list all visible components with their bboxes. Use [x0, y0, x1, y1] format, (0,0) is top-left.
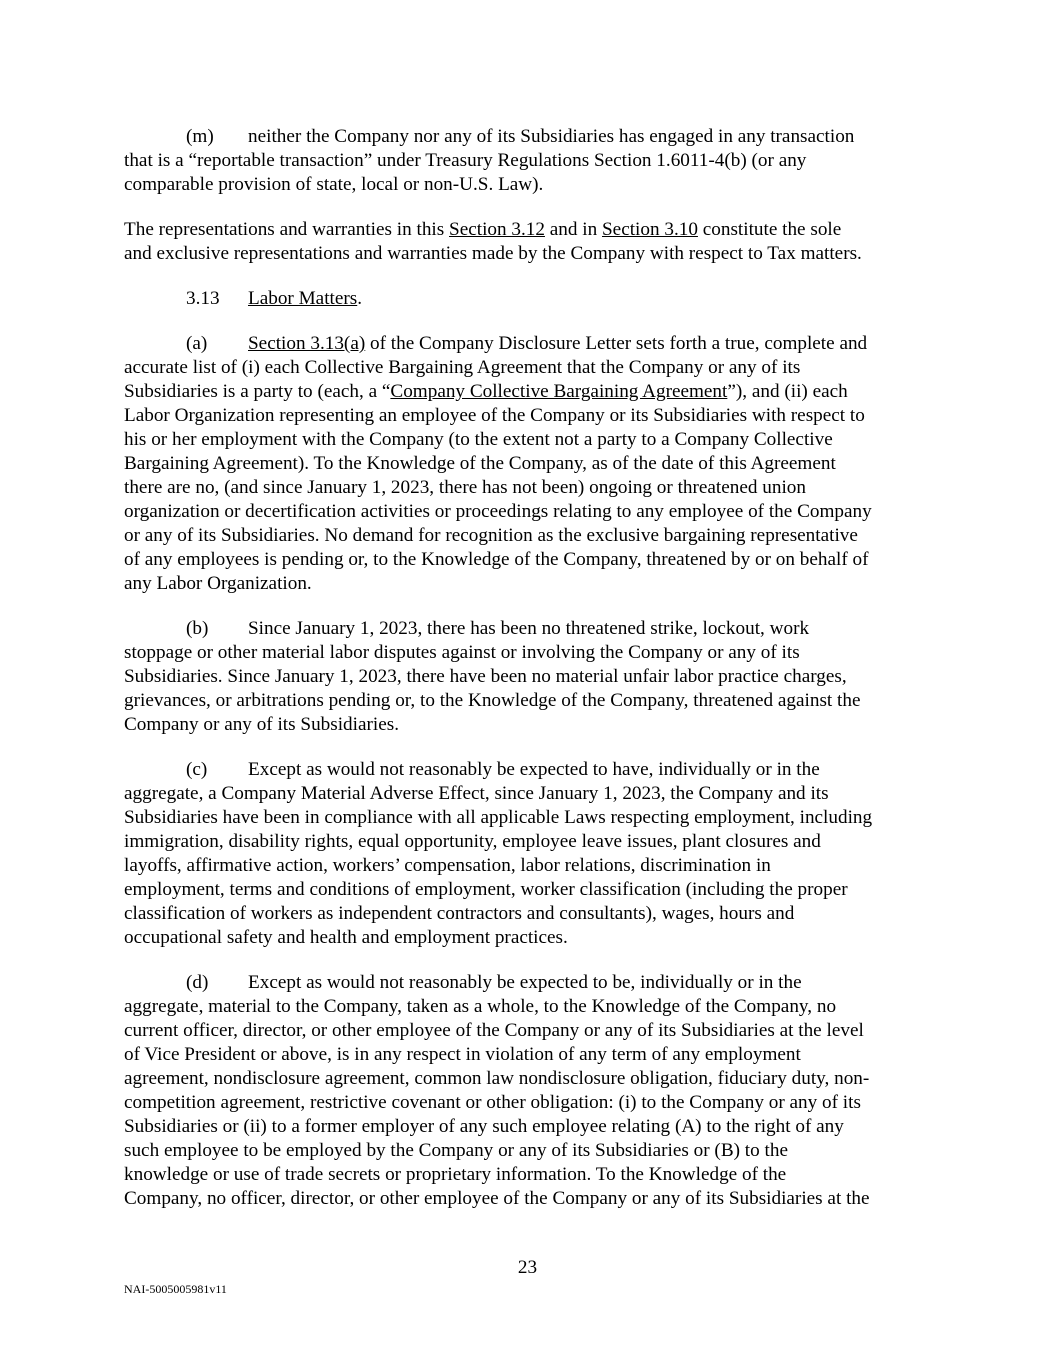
paragraph-a-text-1: of the Company Disclosure Letter sets forth a true, complete and accurate list of (i) each Collective Bargaining Agreement that the Company or any of its Subsidiaries is a party to (each, a “	[124, 333, 868, 402]
paragraph-d-text: Except as would not reasonably be expected to be, individually or in the aggregate, material to the Company, taken as a whole, to the Knowledge of the Company, no current officer, director, or other employee of the Company or any of its Subsidiaries at the level of Vice President or above, is in any respect in violation of any term of any employment agreement, nondisclosure agreement, common law nondisclosure obligation, fiduciary duty, non- competition agreement, restrictive covenant or other obligation: (i) to the Company or any of its Subsidiaries or (ii) to a former employer of any such employee relating (A) to the right of any such employee to be employed by the Company or any of its Subsidiaries or (B) to the knowledge or use of trade secrets or proprietary information. To the Knowledge of the Company, no officer, director, or other employee of the Company or any of its Subsidiaries at the	[124, 972, 870, 1209]
paragraph-m-label: (m)	[186, 126, 214, 147]
document-id: NAI-5005005981v11	[124, 1282, 227, 1296]
paragraph-c-text: Except as would not reasonably be expected to have, individually or in the aggregate, a Company Material Adverse Effect, since January 1, 2023, the Company and its Subsidiaries have been in compliance with all applicable Laws respecting employment, including immigration, disability rights, equal opportunity, employee leave issues, plant closures and layoffs, affirmative action, workers’ compensation, labor relations, discrimination in employment, terms and conditions of employment, worker classification (including the proper classification of workers as independent contractors and consultants), wages, hours and occupational safety and health and employment practices.	[124, 759, 873, 948]
paragraph-b	[124, 617, 936, 737]
paragraph-m-text: neither the Company nor any of its Subsidiaries has engaged in any transaction that is a “reportable transaction” under Treasury Regulations Section 1.6011-4(b) (or any comparable provision of state, local or non-U.S. Law).	[124, 126, 855, 195]
section-3-13a-reference: Section 3.13(a)	[248, 333, 366, 354]
reps-text-1: The representations and warranties in this	[124, 219, 450, 240]
paragraph-b-text: Since January 1, 2023, there has been no threatened strike, lockout, work stoppage or other material labor disputes against or involving the Company or any of its Subsidiaries. Since January 1, 2023, there have been no material unfair labor practice charges, grievances, or arbitrations pending or, to the Knowledge of the Company, threatened against the Company or any of its Subsidiaries.	[124, 618, 861, 735]
paragraph-a-label: (a)	[186, 333, 208, 354]
paragraph-m	[124, 125, 936, 197]
defined-term: Company Collective Bargaining Agreement	[390, 381, 728, 402]
paragraph-c-label: (c)	[186, 759, 208, 780]
paragraph-a	[124, 332, 936, 596]
page-number: 23	[517, 1257, 538, 1278]
paragraph-d-label: (d)	[186, 972, 209, 993]
paragraph-a-text-2: ”), and (ii) each Labor Organization representing an employee of the Company or its Subsidiaries with respect to his or her employment with the Company (to the extent not a party to a Company Collective Bargaining Agreement). To the Knowledge of the Company, as of the date of this Agreement there are no, (and since January 1, 2023, there has not been) ongoing or threatened union organization or decertification activities or proceedings relating to any employee of the Company or any of its Subsidiaries. No demand for recognition as the exclusive bargaining representative of any employees is pending or, to the Knowledge of the Company, threatened by or on behalf of any Labor Organization.	[124, 381, 872, 594]
section-3-10-reference: Section 3.10	[602, 219, 698, 240]
section-3-12-reference: Section 3.12	[449, 219, 545, 240]
section-title-period: .	[357, 288, 363, 309]
section-title: Labor Matters	[248, 288, 358, 309]
section-number: 3.13	[186, 288, 220, 309]
reps-text-3: constitute the sole and exclusive representations and warranties made by the Company with respect to Tax matters.	[124, 219, 862, 264]
representations-paragraph	[124, 218, 936, 266]
paragraph-d	[124, 971, 936, 1211]
reps-text-2: and in	[544, 219, 602, 240]
paragraph-c	[124, 758, 936, 950]
document-body	[124, 125, 936, 1232]
section-heading-3-13	[124, 287, 936, 311]
paragraph-b-label: (b)	[186, 618, 209, 639]
